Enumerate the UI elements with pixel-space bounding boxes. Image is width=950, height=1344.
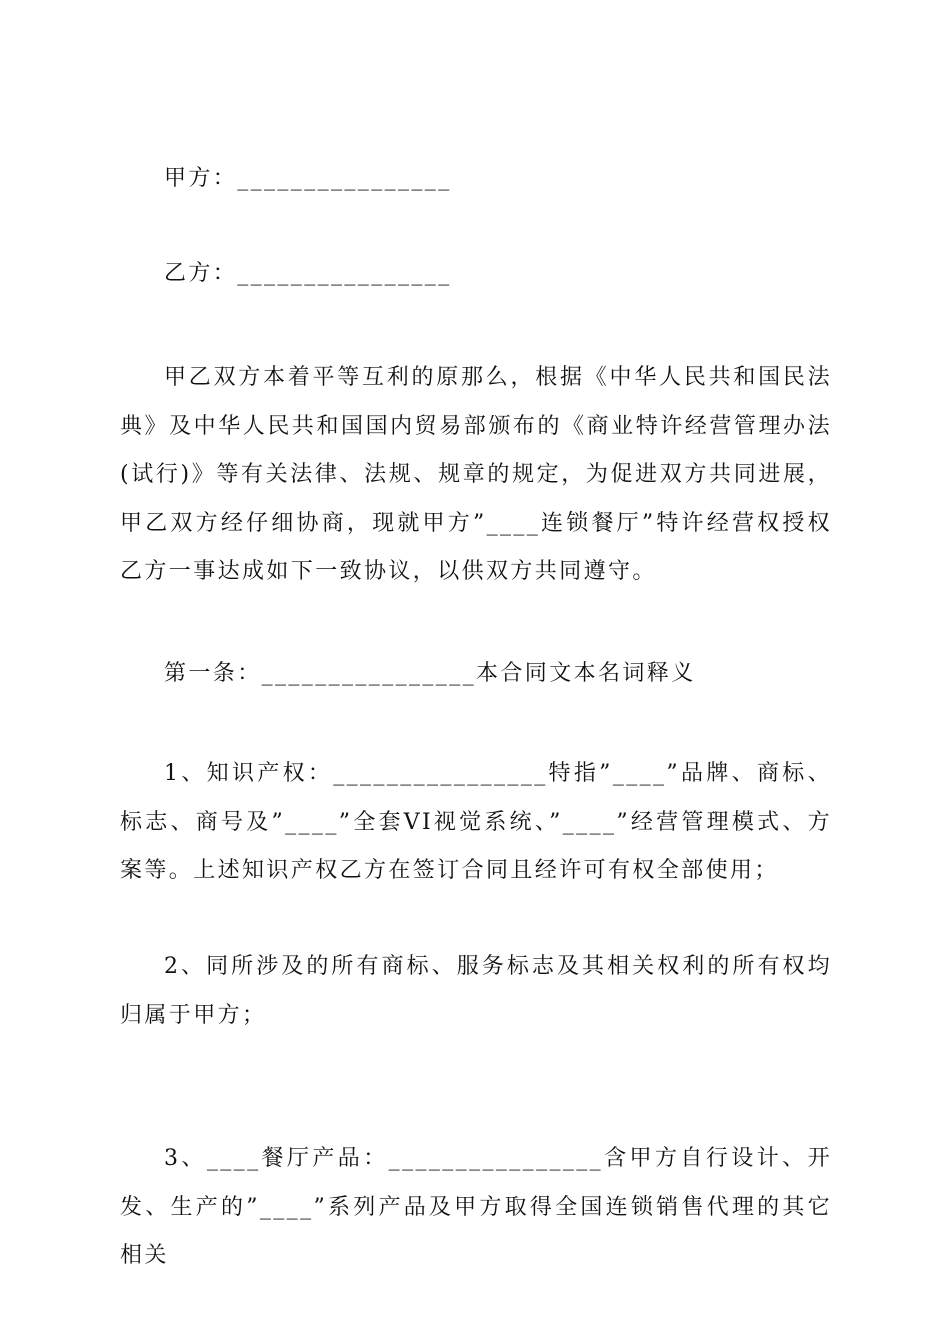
intro-paragraph: 甲乙双方本着平等互利的原那么，根据《中华人民共和国民法典》及中华人民共和国国内贸易部颁布的《商业特许经营管理办法(试行)》等有关法律、法规、规章的规定，为促进双方共同进展，甲乙双方经仔细协商，现就甲方”____连锁餐厅”特许经营权授权乙方一事达成如下一致协议，以供双方共同遵守。	[120, 365, 832, 584]
item-1-paragraph: 1、知识产权：________________特指”____”品牌、商标、标志、商号及”____”全套VI视觉系统、”____”经营管理模式、方案等。上述知识产权乙方在签订合同且经许可有权全部使用；	[120, 761, 832, 883]
item-3-paragraph: 3、____餐厅产品：________________含甲方自行设计、开发、生产的”____”系列产品及甲方取得全国连锁销售代理的其它相关	[120, 1146, 832, 1268]
article-1-heading: 第一条：________________本合同文本名词释义	[164, 661, 696, 686]
party-b-line: 乙方：________________	[164, 261, 452, 286]
item-2-paragraph: 2、同所涉及的所有商标、服务标志及其相关权利的所有权均归属于甲方；	[120, 954, 832, 1028]
party-a-line: 甲方：________________	[164, 166, 452, 191]
